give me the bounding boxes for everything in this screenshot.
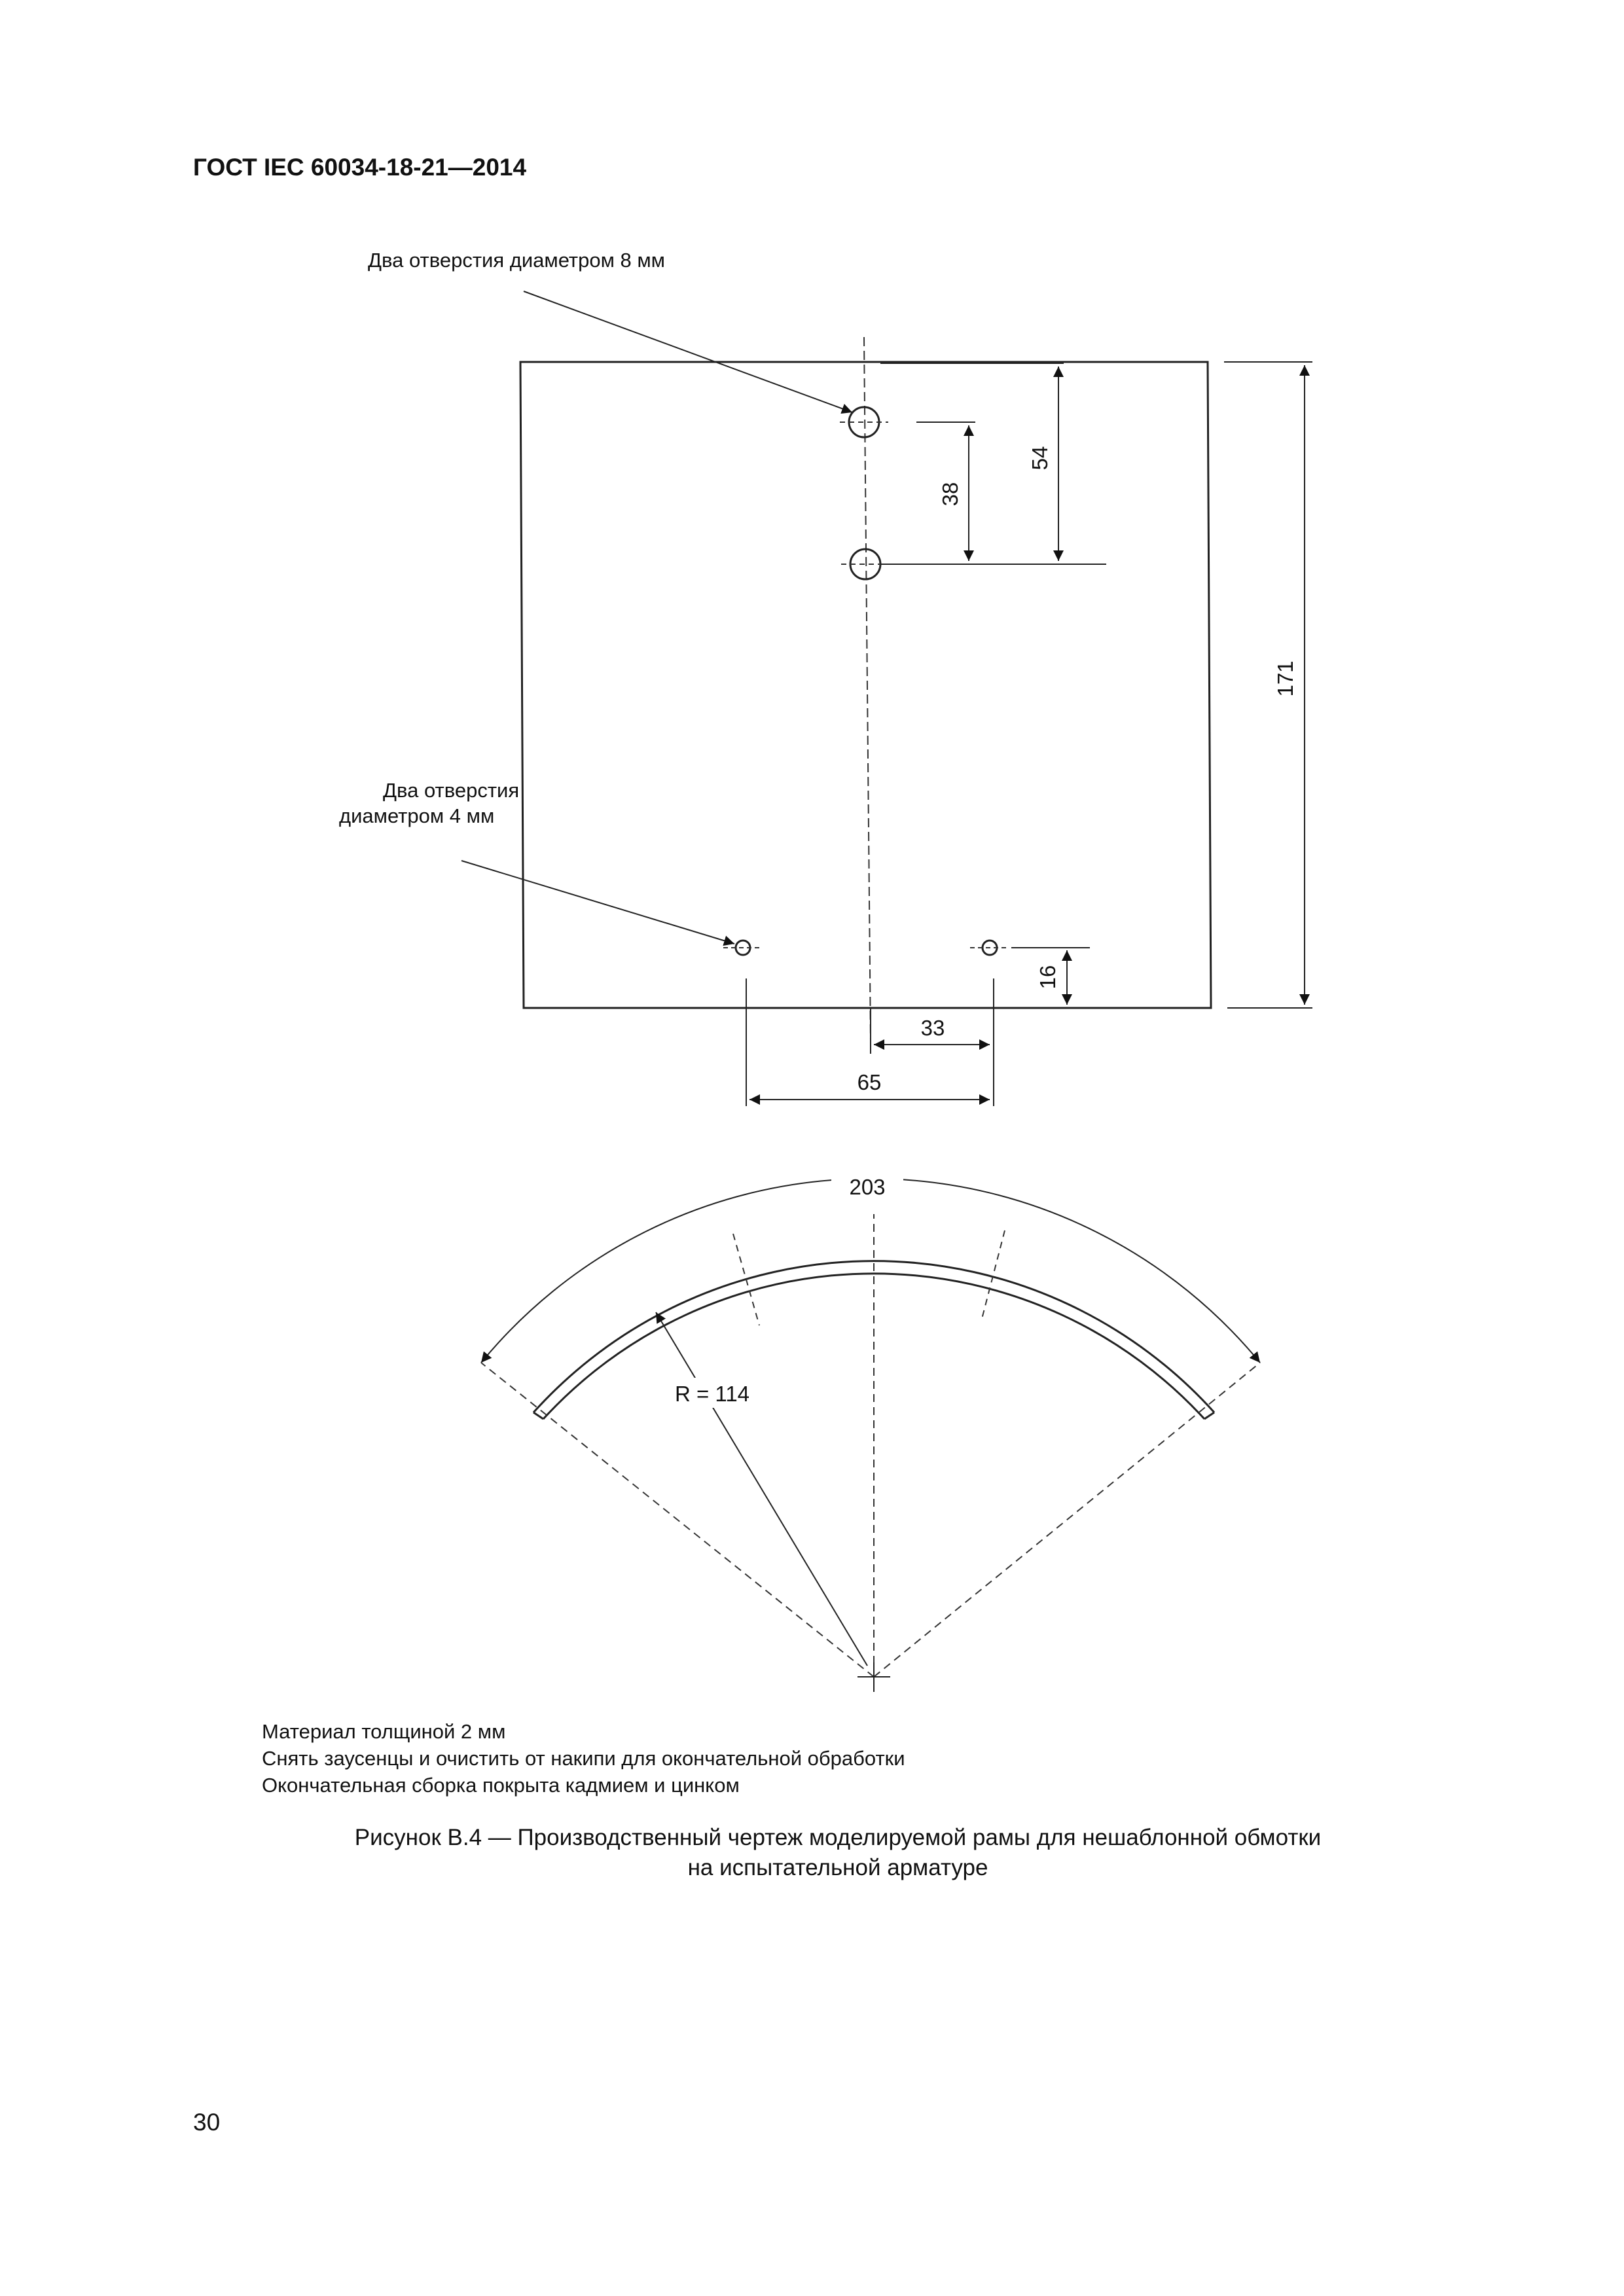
dim-33-label: 33: [920, 1016, 945, 1040]
dim-171-label: 171: [1273, 660, 1297, 697]
drawing-notes: [262, 1718, 905, 1799]
document-header: ГОСТ IEC 60034-18-21—2014: [193, 154, 527, 181]
radial-right: [874, 1363, 1260, 1677]
label-holes-4mm-line1: Два отверстия: [383, 779, 520, 802]
note-finish: Окончательная сборка покрыта кадмием и цинком: [262, 1774, 740, 1797]
leader-8mm: [524, 291, 852, 412]
arc-outer-dimension: [481, 1179, 1260, 1363]
note-material: Материал толщиной 2 мм: [262, 1720, 506, 1743]
plate-outline: [520, 362, 1211, 1008]
caption-line2: на испытательной арматуре: [687, 1855, 988, 1880]
hole-8mm-top: [840, 407, 888, 437]
dim-38-label: 38: [938, 482, 962, 507]
dim-65-label: 65: [857, 1070, 882, 1094]
note-deburr: Снять заусенцы и очистить от накипи для окончательной обработки: [262, 1747, 905, 1770]
label-holes-8mm: Два отверстия диаметром 8 мм: [368, 249, 665, 272]
radius-label: R = 114: [674, 1382, 750, 1406]
center-line: [864, 337, 871, 1041]
page-number: 30: [193, 2109, 221, 2136]
label-holes-4mm-line2: диаметром 4 мм: [339, 804, 495, 827]
dim-16-label: 16: [1036, 965, 1060, 990]
figure-caption: [249, 1823, 1427, 1883]
dim-54-label: 54: [1028, 446, 1052, 471]
tick-left: [733, 1234, 759, 1325]
radius-leader: [656, 1312, 867, 1666]
radial-left: [481, 1363, 874, 1677]
leader-4mm: [461, 861, 734, 944]
hole-4mm-right: [970, 941, 1009, 955]
dim-203-label: 203: [849, 1175, 886, 1199]
caption-line1: Рисунок В.4 — Производственный чертеж моделируемой рамы для нешаблонной обмотки: [354, 1825, 1322, 1850]
